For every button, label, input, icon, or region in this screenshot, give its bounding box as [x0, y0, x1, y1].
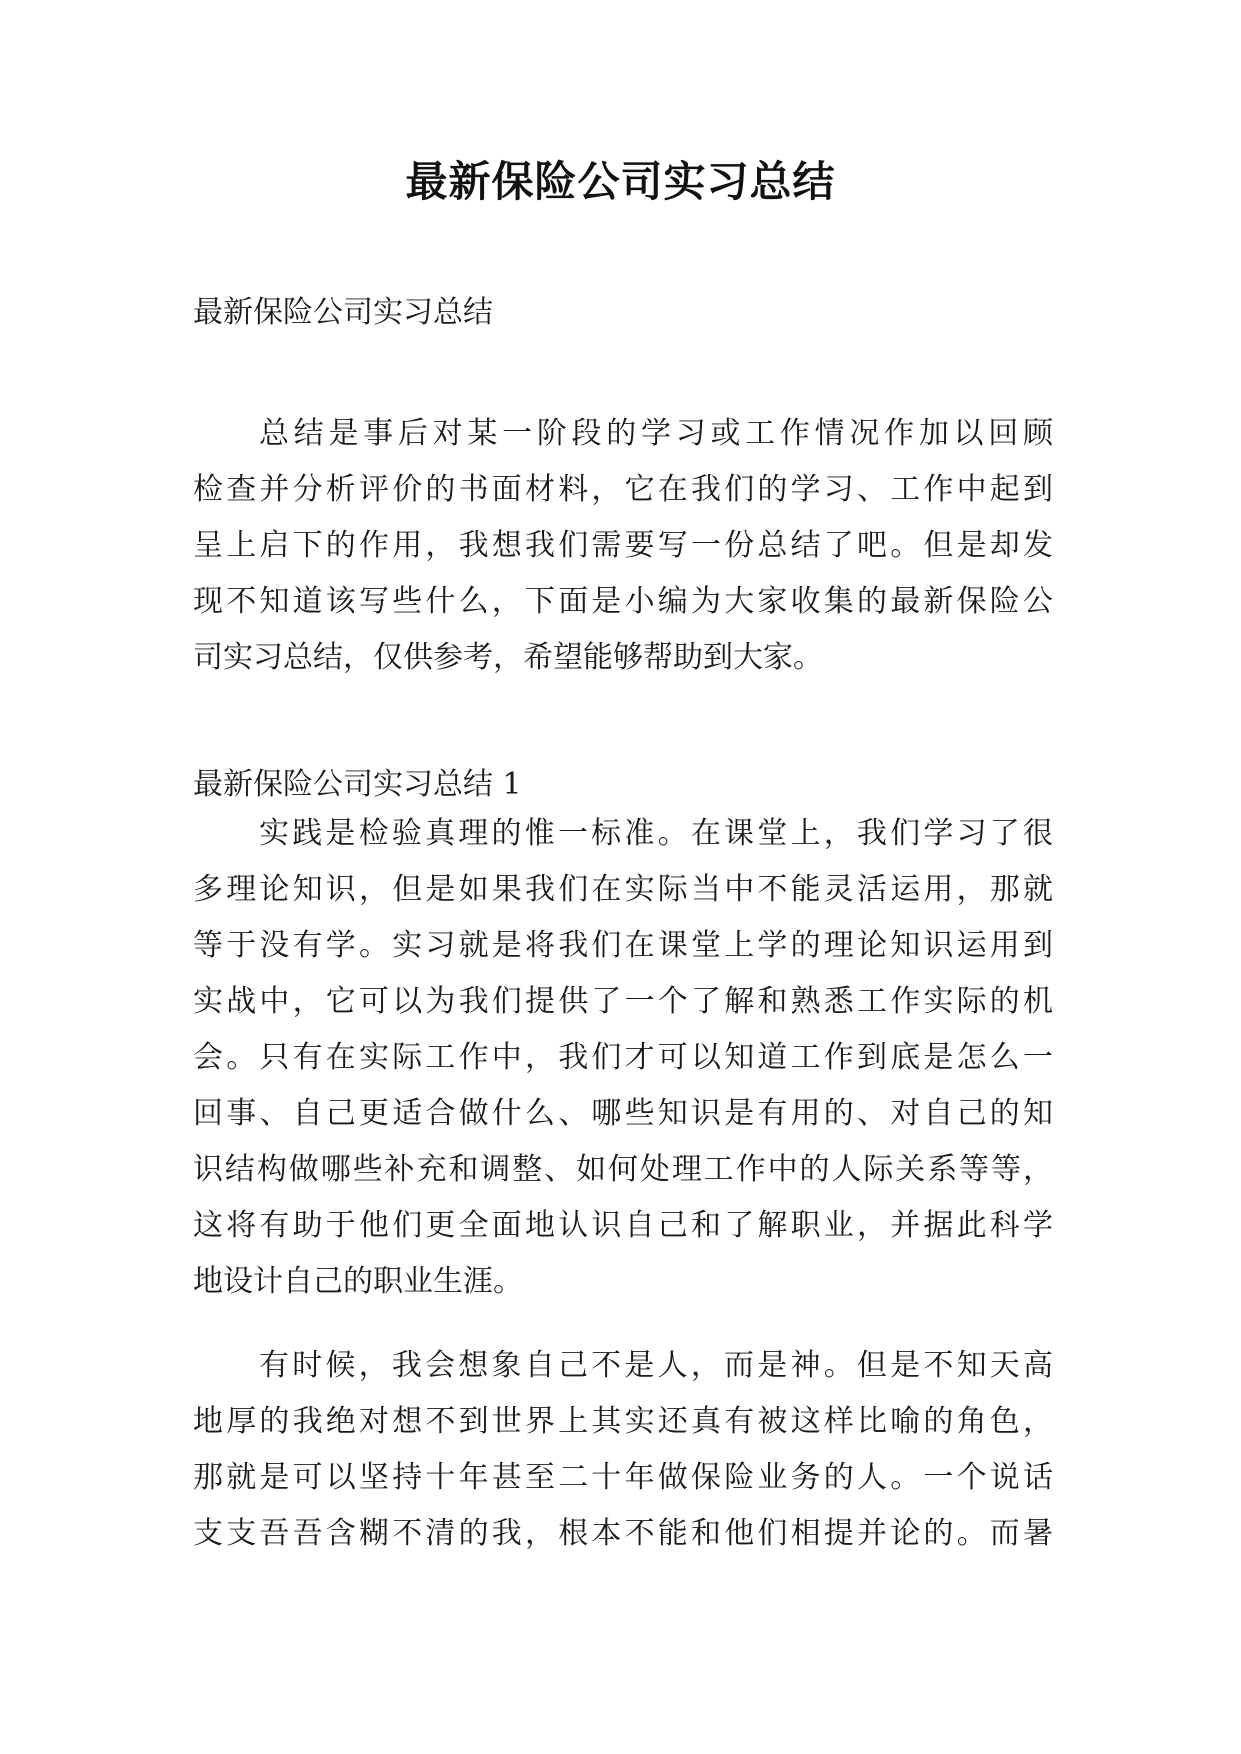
paragraph-1 [193, 806, 1053, 1310]
paragraph-line: 地设计自己的职业生涯。 [193, 1264, 523, 1299]
intro-line: 司实习总结，仅供参考，希望能够帮助到大家。 [193, 640, 823, 675]
document-subtitle: 最新保险公司实习总结 [193, 295, 493, 330]
paragraph-line: 这将有助于他们更全面地认识自己和了解职业，并据此科学 [193, 1208, 1053, 1243]
paragraph-line: 地厚的我绝对想不到世界上其实还真有被这样比喻的角色， [193, 1404, 1053, 1439]
paragraph-line: 支支吾吾含糊不清的我，根本不能和他们相提并论的。而暑 [193, 1516, 1053, 1551]
intro-paragraph [193, 406, 1053, 686]
intro-line: 呈上启下的作用，我想我们需要写一份总结了吧。但是却发 [193, 528, 1053, 563]
paragraph-line: 回事、自己更适合做什么、哪些知识是有用的、对自己的知 [193, 1096, 1053, 1131]
section-heading: 最新保险公司实习总结 1 [193, 767, 522, 802]
paragraph-line: 识结构做哪些补充和调整、如何处理工作中的人际关系等等， [193, 1152, 1053, 1187]
paragraph-line: 等于没有学。实习就是将我们在课堂上学的理论知识运用到 [193, 928, 1053, 963]
paragraph-line: 那就是可以坚持十年甚至二十年做保险业务的人。一个说话 [193, 1460, 1053, 1495]
intro-line: 总结是事后对某一阶段的学习或工作情况作加以回顾 [259, 416, 1053, 451]
paragraph-line: 会。只有在实际工作中，我们才可以知道工作到底是怎么一 [193, 1040, 1053, 1075]
intro-line: 现不知道该写些什么，下面是小编为大家收集的最新保险公 [193, 584, 1053, 619]
paragraph-2 [193, 1338, 1053, 1562]
intro-line: 检查并分析评价的书面材料，它在我们的学习、工作中起到 [193, 472, 1053, 507]
paragraph-line: 实践是检验真理的惟一标准。在课堂上，我们学习了很 [259, 816, 1053, 851]
paragraph-line: 多理论知识，但是如果我们在实际当中不能灵活运用，那就 [193, 872, 1053, 907]
paragraph-line: 实战中，它可以为我们提供了一个了解和熟悉工作实际的机 [193, 984, 1053, 1019]
paragraph-line: 有时候，我会想象自己不是人，而是神。但是不知天高 [259, 1348, 1053, 1383]
document-title: 最新保险公司实习总结 [405, 157, 836, 206]
